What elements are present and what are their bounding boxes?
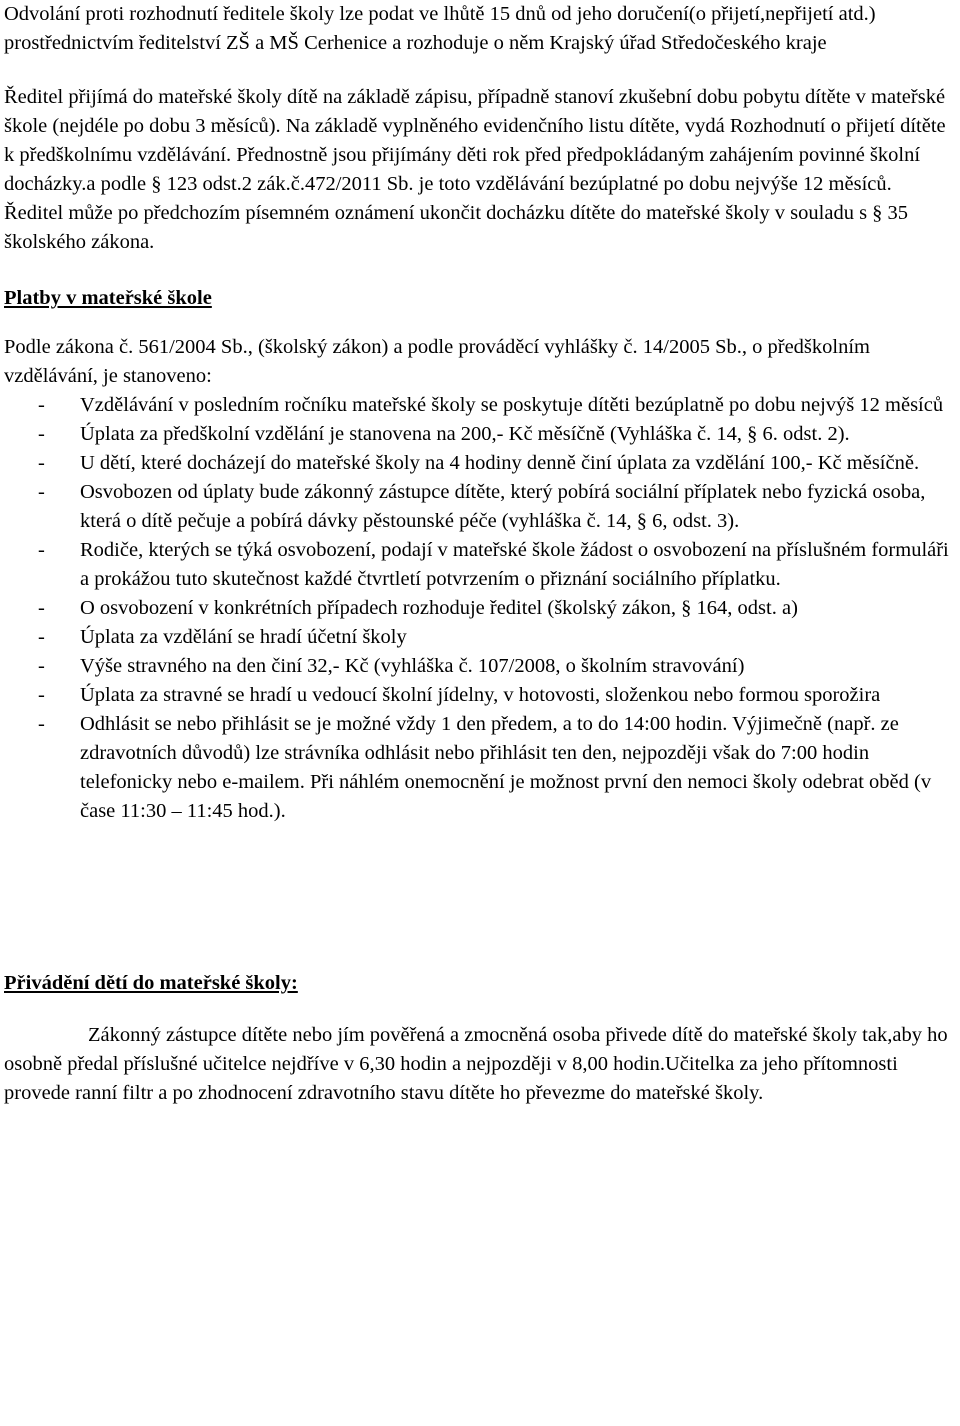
list-item [4, 420, 956, 449]
list-item-text: Odhlásit se nebo přihlásit se je možné vždy 1 den předem, a to do 14:00 hodin. Výjimečně (např. ze zdravotních důvodů) lze strávníka odhlásit nebo přihlásit ten den, nejpozději však do 7:00 hodin telefonicky nebo e-mailem. Při náhlém onemocnění je možnost první den nemoci školy odebrat oběd (v čase 11:30 – 11:45 hod.). [80, 713, 932, 822]
arrival-paragraph: Zákonný zástupce dítěte nebo jím pověřená a zmocněná osoba přivede dítě do mateřské školy tak,aby ho osobně předal příslušné učitelce nejdříve v 6,30 hodin a nejpozději v 8,00 hodin.Učitelka za jeho přítomnosti provede ranní filtr a po zhodnocení zdravotního stavu dítěte ho převezme do mateřské školy. [4, 1024, 948, 1104]
bullet-dash: - [38, 423, 45, 445]
list-item [4, 681, 956, 710]
list-item-text: Výše stravného na den činí 32,- Kč (vyhláška č. 107/2008, o školním stravování) [80, 655, 745, 677]
payments-section [4, 284, 956, 826]
appeal-paragraph: Odvolání proti rozhodnutí ředitele školy lze podat ve lhůtě 15 dnů od jeho doručení(o přijetí,nepřijetí atd.) prostřednictvím ředitelství ZŠ a MŠ Cerhenice a rozhoduje o něm Krajský úřad Středočeského kraje [4, 3, 876, 54]
admission-paragraph: Ředitel přijímá do mateřské školy dítě na základě zápisu, případně stanoví zkušební dobu pobytu dítěte v mateřské škole (nejdéle po dobu 3 měsíců). Na základě vyplněného evidenčního listu dítěte, vydá Rozhodnutí o přijetí dítěte k předškolnímu vzdělávání. Přednostně jsou přijímány děti rok před předpokládaným zahájením povinné školní docházky.a podle § 123 odst.2 zák.č.472/2011 Sb. je toto vzdělávání bezúplatné po dobu nejvýše 12 měsíců. Ředitel může po předchozím písemném oznámení ukončit docházku dítěte do mateřské školy v souladu s § 35 školského zákona. [4, 86, 946, 253]
list-item-text: Rodiče, kterých se týká osvobození, podají v mateřské škole žádost o osvobození na příslušném formuláři a prokážou tuto skutečnost každé čtvrtletí potvrzením o přiznání sociálního příplatku. [80, 539, 949, 590]
list-item-text: U dětí, které docházejí do mateřské školy na 4 hodiny denně činí úplata za vzdělání 100,- Kč měsíčně. [80, 452, 920, 474]
list-item [4, 449, 956, 478]
list-item-text: Úplata za vzdělání se hradí účetní školy [80, 626, 407, 648]
payments-heading: Platby v mateřské škole [4, 287, 212, 309]
payments-list [4, 391, 956, 826]
list-item [4, 391, 956, 420]
list-item-text: Úplata za předškolní vzdělání je stanovena na 200,- Kč měsíčně (Vyhláška č. 14, § 6. odst. 2). [80, 423, 850, 445]
bullet-dash: - [38, 655, 45, 677]
bullet-dash: - [38, 597, 45, 619]
bullet-dash: - [38, 452, 45, 474]
list-item [4, 652, 956, 681]
list-item [4, 478, 956, 536]
list-item-text: O osvobození v konkrétních případech rozhoduje ředitel (školský zákon, § 164, odst. a) [80, 597, 798, 619]
list-item [4, 710, 956, 826]
list-item-text: Úplata za stravné se hradí u vedoucí školní jídelny, v hotovosti, složenkou nebo formou sporožira [80, 684, 881, 706]
list-item [4, 623, 956, 652]
list-item [4, 536, 956, 594]
bullet-dash: - [38, 684, 45, 706]
list-item-text: Vzdělávání v posledním ročníku mateřské školy se poskytuje dítěti bezúplatně po dobu nejvýš 12 měsíců [80, 394, 944, 416]
bullet-dash: - [38, 481, 45, 503]
bullet-dash: - [38, 713, 45, 735]
arrival-section [4, 969, 956, 1108]
bullet-dash: - [38, 539, 45, 561]
list-item-text: Osvobozen od úplaty bude zákonný zástupce dítěte, který pobírá sociální příplatek nebo fyzická osoba, která o dítě pečuje a pobírá dávky pěstounské péče (vyhláška č. 14, § 6, odst. 3). [80, 481, 926, 532]
payments-law-text: Podle zákona č. 561/2004 Sb., (školský zákon) a podle prováděcí vyhlášky č. 14/2005 Sb., o předškolním vzdělávání, je stanoveno: [4, 336, 870, 387]
document-page [4, 0, 956, 1108]
bullet-dash: - [38, 394, 45, 416]
arrival-heading: Přivádění dětí do mateřské školy: [4, 972, 298, 994]
bullet-dash: - [38, 626, 45, 648]
list-item [4, 594, 956, 623]
